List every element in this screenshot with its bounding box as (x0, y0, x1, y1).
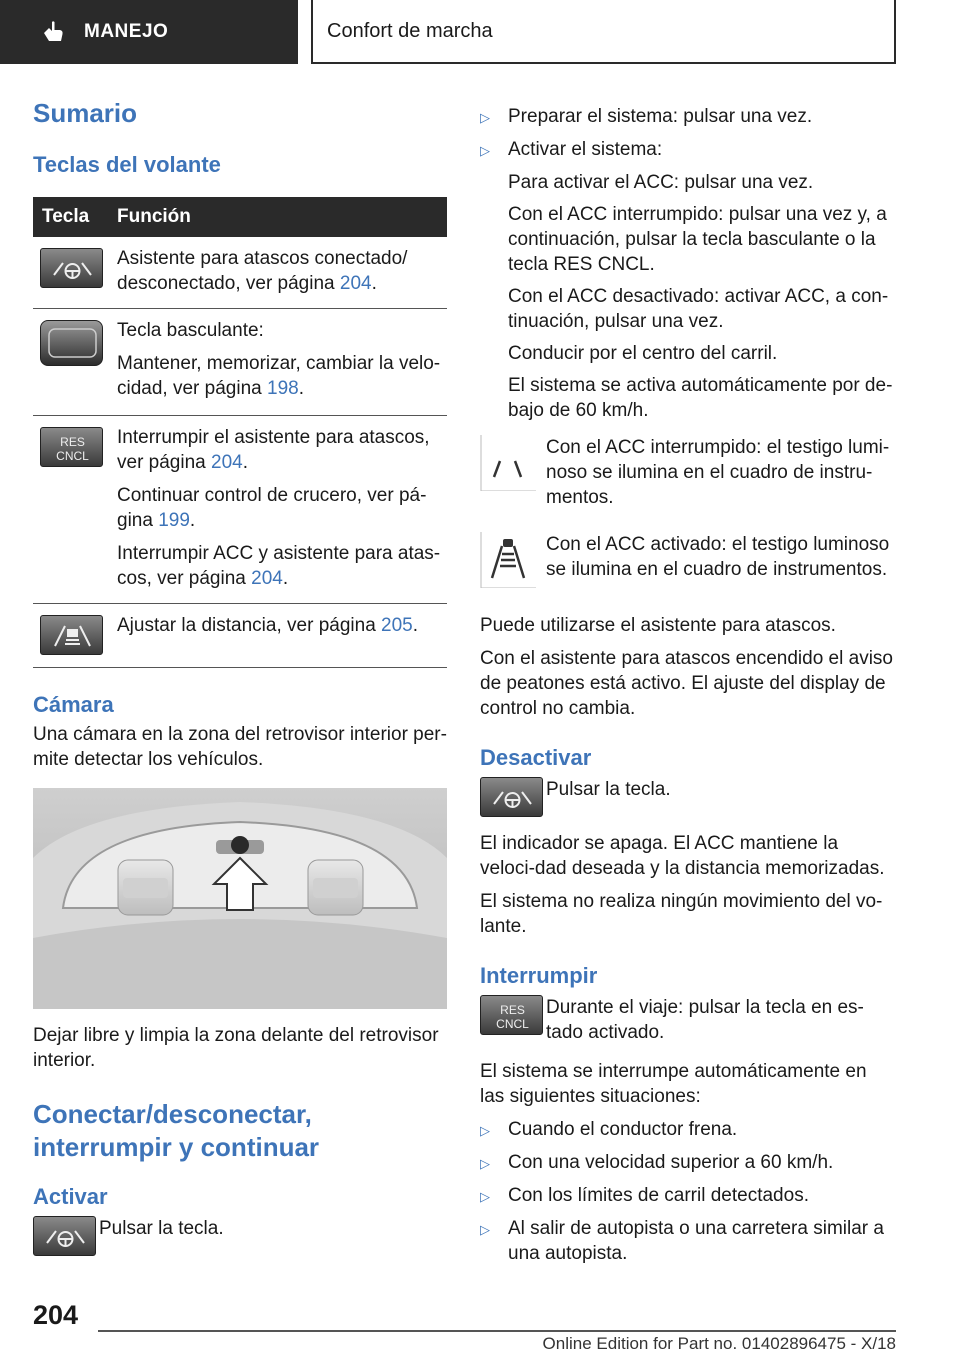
bullet-triangle-icon: ▷ (480, 1189, 490, 1204)
bullet-triangle-icon: ▷ (480, 1222, 490, 1237)
traffic-jam-assist-button-icon (480, 777, 543, 817)
sub-paragraph: El sistema se activa automáticamente por de-bajo de 60 km/h. (508, 375, 893, 421)
list-item: ▷ Preparar el sistema: pulsar una vez. (480, 104, 896, 130)
deactivate-heading: Desactivar (480, 745, 592, 770)
rocker-switch-icon (40, 320, 103, 366)
indicator-row (480, 532, 896, 593)
svg-text:CNCL: CNCL (496, 1017, 529, 1031)
res-cncl-button-icon (480, 995, 543, 1035)
sub-paragraph: Con el ACC interrumpido: pulsar una vez y, a continuación, pulsar la tecla basculante o la tecla RES CNCL. (508, 204, 887, 275)
svg-text:RES: RES (60, 435, 85, 449)
table-header (33, 197, 447, 237)
table-row (33, 309, 447, 416)
svg-text:RES: RES (500, 1003, 525, 1017)
indicator-row (480, 435, 896, 510)
left-column (33, 96, 447, 1256)
col-header-function: Función (117, 206, 191, 227)
col-header-key: Tecla (42, 206, 90, 227)
acc-active-indicator-icon (480, 532, 536, 588)
acc-interrupted-indicator-icon (480, 435, 536, 491)
row-text: Ajustar la distancia, ver página 205. (117, 615, 419, 636)
page-link[interactable]: 199 (158, 510, 190, 531)
bullet-triangle-icon: ▷ (480, 1123, 490, 1138)
header-section (0, 0, 298, 64)
deactivate-row (480, 777, 896, 817)
paragraph: El sistema no realiza ningún movimiento del vo-lante. (480, 891, 883, 937)
page-link[interactable]: 198 (267, 378, 299, 399)
interrupt-heading: Interrumpir (480, 963, 598, 988)
connect-heading-line-1: Conectar/desconectar, (33, 1099, 312, 1129)
edition-note: Online Edition for Part no. 01402896475 - X/18 (542, 1334, 896, 1353)
bullet-triangle-icon: ▷ (480, 1156, 490, 1171)
activate-text: Pulsar la tecla. (99, 1218, 224, 1239)
distance-button-icon (40, 615, 103, 655)
row-text: Interrumpir el asistente para atascos, ver página 204. (117, 427, 430, 473)
bullet-triangle-icon: ▷ (480, 110, 490, 125)
svg-text:CNCL: CNCL (56, 449, 89, 463)
camera-text: Una cámara en la zona del retrovisor interior per-mite detectar los vehículos. (33, 724, 447, 770)
section-heading: Teclas del volante (33, 152, 221, 177)
right-column (480, 104, 896, 1266)
chapter-label: Confort de marcha (327, 19, 493, 42)
list-item: ▷ Activar el sistema: (480, 137, 896, 163)
interrupt-row (480, 995, 896, 1045)
traffic-jam-assist-button-icon (40, 248, 103, 288)
row-text: Mantener, memorizar, cambiar la velo-cidad, ver página 198. (117, 353, 441, 399)
list-item: ▷ Cuando el conductor frena. (480, 1117, 896, 1143)
table-row (33, 604, 447, 668)
res-cncl-button-icon (40, 427, 103, 467)
list-item: ▷ Con los límites de carril detectados. (480, 1183, 896, 1209)
list-item: ▷ Al salir de autopista o una carretera similar a una autopista. (480, 1218, 884, 1264)
indicator-text: Con el ACC interrumpido: el testigo lumi-noso se ilumina en el cuadro de instru-mentos. (546, 437, 890, 508)
paragraph: Con el asistente para atascos encendido el aviso de peatones está activo. El ajuste del display de control no cambia. (480, 648, 893, 719)
indicator-text: Con el ACC activado: el testigo luminoso se ilumina en el cuadro de instrumentos. (546, 534, 890, 580)
page-link[interactable]: 204 (339, 273, 372, 294)
camera-heading: Cámara (33, 692, 114, 717)
camera-note: Dejar libre y limpia la zona delante del retrovisor interior. (33, 1025, 439, 1071)
keys-table (33, 197, 447, 668)
page-link[interactable]: 204 (211, 452, 243, 473)
list-item: ▷ Con una velocidad superior a 60 km/h. (480, 1150, 896, 1176)
page-link[interactable]: 205 (381, 615, 413, 636)
steering-hand-icon (40, 19, 66, 45)
sub-paragraph: Conducir por el centro del carril. (508, 343, 778, 364)
connect-heading-line-2: interrumpir y continuar (33, 1132, 320, 1162)
sub-paragraph: Con el ACC desactivado: activar ACC, a con-tinuación, pulsar una vez. (508, 286, 889, 332)
page-title: Sumario (33, 98, 138, 128)
row-text: Tecla basculante: (117, 320, 264, 341)
traffic-jam-assist-button-icon (33, 1216, 96, 1256)
row-text: Interrumpir ACC y asistente para atas-cos, ver página 204. (117, 543, 441, 589)
chapter-header (311, 0, 896, 64)
footer-divider (98, 1330, 896, 1332)
activate-row (33, 1216, 447, 1256)
paragraph: El sistema se interrumpe automáticamente en las siguientes situaciones: (480, 1061, 867, 1107)
paragraph: El indicador se apaga. El ACC mantiene la veloci-dad deseada y la distancia memorizadas. (480, 833, 885, 879)
connect-heading (33, 1098, 447, 1164)
sub-paragraph: Para activar el ACC: pulsar una vez. (508, 172, 814, 193)
section-label: MANEJO (84, 21, 169, 42)
table-row (33, 416, 447, 604)
paragraph: Puede utilizarse el asistente para atascos. (480, 615, 836, 636)
rearview-camera-illustration (33, 788, 447, 1009)
page-number: 204 (33, 1300, 79, 1330)
activate-heading: Activar (33, 1184, 108, 1209)
row-text: Continuar control de crucero, ver pá-gina 199. (117, 485, 427, 531)
page-link[interactable]: 204 (251, 568, 283, 589)
deactivate-text: Pulsar la tecla. (546, 779, 671, 800)
bullet-triangle-icon: ▷ (480, 143, 490, 158)
row-text: Asistente para atascos conectado/ desconectado, ver página 204. (117, 248, 408, 294)
interrupt-text: Durante el viaje: pulsar la tecla en es-tado activado. (546, 997, 864, 1043)
table-row (33, 237, 447, 309)
